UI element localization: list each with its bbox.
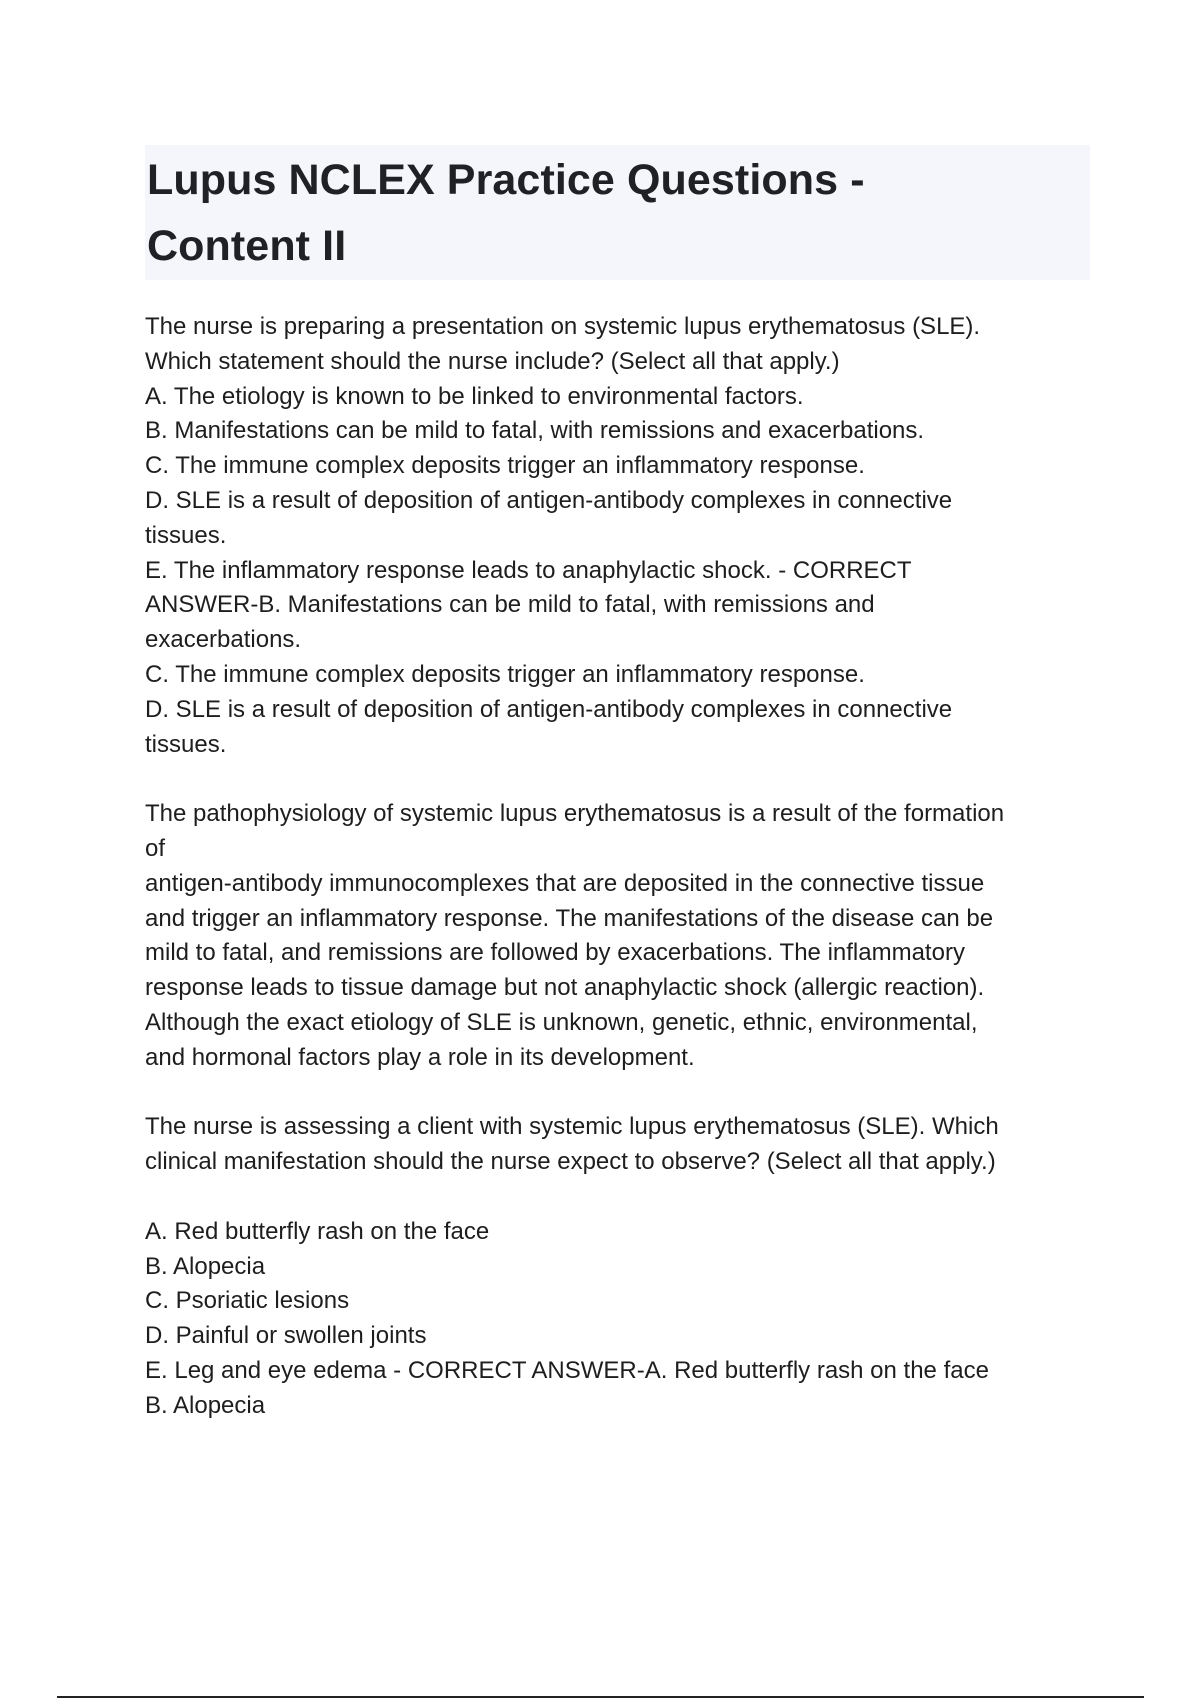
question-2-option-e: E. Leg and eye edema - CORRECT ANSWER-A. Red butterfly rash on the face	[145, 1356, 989, 1384]
title-block	[145, 145, 1090, 280]
question-1-answer-line-3: C. The immune complex deposits trigger an inflammatory response.	[145, 660, 865, 688]
rationale-1-line-1: The pathophysiology of systemic lupus erythematosus is a result of the formation	[145, 800, 1005, 828]
question-1-stem-line-2: Which statement should the nurse include? (Select all that apply.)	[145, 347, 840, 375]
paragraph-spacer	[145, 1076, 1090, 1111]
question-1-option-d-line-2: tissues.	[145, 521, 227, 549]
question-2	[145, 1110, 1090, 1423]
document-body	[145, 310, 1090, 1424]
rationale-1-line-7: Although the exact etiology of SLE is unknown, genetic, ethnic, environmental,	[145, 1008, 978, 1036]
question-1-answer-line-1: ANSWER-B. Manifestations can be mild to fatal, with remissions and	[145, 591, 875, 619]
question-1-option-d-line-1: D. SLE is a result of deposition of antigen-antibody complexes in connective	[145, 486, 953, 514]
question-1-option-c: C. The immune complex deposits trigger an inflammatory response.	[145, 452, 865, 480]
question-1-answer-line-4: D. SLE is a result of deposition of antigen-antibody complexes in connective	[145, 695, 953, 723]
question-2-stem-line-1: The nurse is assessing a client with systemic lupus erythematosus (SLE). Which	[145, 1113, 999, 1141]
rationale-1-line-8: and hormonal factors play a role in its development.	[145, 1043, 695, 1071]
rationale-1-line-2: of	[145, 834, 166, 862]
question-2-answer-line-1: B. Alopecia	[145, 1391, 266, 1419]
page-title	[147, 147, 1090, 279]
question-1-stem-line-1: The nurse is preparing a presentation on systemic lupus erythematosus (SLE).	[145, 313, 981, 340]
paragraph-spacer	[145, 1180, 1090, 1215]
question-1-option-e-line-1: E. The inflammatory response leads to anaphylactic shock. - CORRECT	[145, 556, 912, 584]
paragraph-spacer	[145, 762, 1090, 797]
question-1-option-b: B. Manifestations can be mild to fatal, with remissions and exacerbations.	[145, 417, 925, 445]
question-1-option-a: A. The etiology is known to be linked to environmental factors.	[145, 382, 804, 410]
question-1-answer-line-5: tissues.	[145, 730, 227, 758]
footer-divider	[57, 1696, 1144, 1698]
question-2-stem-line-2: clinical manifestation should the nurse expect to observe? (Select all that apply.)	[145, 1148, 996, 1176]
rationale-1-line-5: mild to fatal, and remissions are followed by exacerbations. The inflammatory	[145, 939, 965, 967]
question-2-option-c: C. Psoriatic lesions	[145, 1287, 350, 1315]
rationale-1-line-4: and trigger an inflammatory response. The manifestations of the disease can be	[145, 904, 994, 932]
question-2-option-a: A. Red butterfly rash on the face	[145, 1217, 490, 1245]
rationale-1-line-6: response leads to tissue damage but not anaphylactic shock (allergic reaction).	[145, 974, 985, 1002]
title-line-2: Content II	[147, 222, 347, 270]
question-2-option-b: B. Alopecia	[145, 1252, 266, 1280]
question-2-option-d: D. Painful or swollen joints	[145, 1322, 427, 1350]
title-line-1: Lupus NCLEX Practice Questions -	[147, 156, 865, 204]
rationale-1	[145, 797, 1090, 1075]
question-1-answer-line-2: exacerbations.	[145, 626, 302, 654]
rationale-1-line-3: antigen-antibody immunocomplexes that are deposited in the connective tissue	[145, 869, 985, 897]
question-1	[145, 310, 1090, 762]
